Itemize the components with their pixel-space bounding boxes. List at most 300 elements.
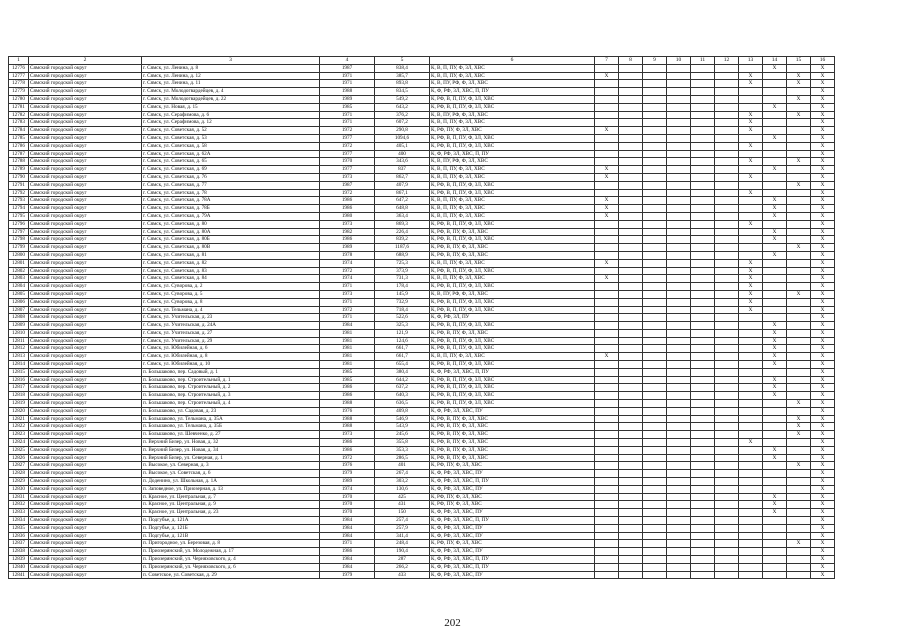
- district-cell: Сямский городской округ: [29, 197, 142, 205]
- works-cell: К, В, П, ПУ, Ф, 3Л, ХВС: [430, 119, 595, 127]
- area-cell: 636,5: [375, 400, 430, 408]
- mark-cell: [691, 563, 715, 571]
- mark-cell: [715, 150, 739, 158]
- mark-cell: [595, 415, 619, 423]
- table-row: [9, 173, 835, 181]
- mark-cell: [667, 103, 691, 111]
- mark-cell: [595, 322, 619, 330]
- year-cell: 1970: [320, 509, 375, 517]
- table-row: [9, 563, 835, 571]
- mark-cell: X: [787, 158, 811, 166]
- mark-cell: X: [811, 478, 835, 486]
- area-cell: 400: [375, 150, 430, 158]
- mark-cell: [787, 556, 811, 564]
- mark-cell: [739, 150, 763, 158]
- district-cell: Сямский городской округ: [29, 353, 142, 361]
- mark-cell: [595, 80, 619, 88]
- mark-cell: [595, 478, 619, 486]
- table-row: [9, 197, 835, 205]
- mark-cell: [619, 423, 643, 431]
- mark-cell: [715, 384, 739, 392]
- mark-cell: X: [787, 415, 811, 423]
- year-cell: 1986: [320, 197, 375, 205]
- district-cell: Сямский городской округ: [29, 298, 142, 306]
- mark-cell: [643, 493, 667, 501]
- mark-cell: X: [811, 119, 835, 127]
- year-cell: 1980: [320, 212, 375, 220]
- mark-cell: [739, 548, 763, 556]
- year-cell: 1981: [320, 337, 375, 345]
- mark-cell: [739, 337, 763, 345]
- mark-cell: [691, 251, 715, 259]
- mark-cell: [595, 454, 619, 462]
- address-cell: г. Сямск, ул. Советская, д. 58: [142, 142, 320, 150]
- table-row: [9, 376, 835, 384]
- mark-cell: [691, 290, 715, 298]
- area-cell: 1187,6: [375, 244, 430, 252]
- mark-cell: [715, 119, 739, 127]
- mark-cell: [715, 423, 739, 431]
- table-row: [9, 236, 835, 244]
- district-cell: Сямский городской округ: [29, 142, 142, 150]
- works-cell: К, В, П, ПУ, Ф, 3Л, ХВС: [430, 173, 595, 181]
- mark-cell: [691, 446, 715, 454]
- mark-cell: [787, 142, 811, 150]
- area-cell: 661,7: [375, 353, 430, 361]
- year-cell: 1976: [320, 407, 375, 415]
- district-cell: Сямский городской округ: [29, 493, 142, 501]
- year-cell: 1971: [320, 80, 375, 88]
- mark-cell: [667, 361, 691, 369]
- table-row: [9, 134, 835, 142]
- mark-cell: [619, 251, 643, 259]
- mark-cell: [691, 423, 715, 431]
- mark-cell: [715, 290, 739, 298]
- mark-cell: [667, 470, 691, 478]
- row-id: 12832: [9, 501, 29, 509]
- mark-cell: [619, 337, 643, 345]
- mark-cell: [667, 127, 691, 135]
- area-cell: 226,4: [375, 228, 430, 236]
- mark-cell: [691, 220, 715, 228]
- works-cell: К, В, П, ПУ, Ф, 3Л, ХВС: [430, 64, 595, 72]
- mark-cell: [715, 540, 739, 548]
- year-cell: 1971: [320, 72, 375, 80]
- year-cell: 1985: [320, 103, 375, 111]
- page-number: 202: [444, 617, 461, 629]
- mark-cell: [619, 314, 643, 322]
- works-cell: К, РФ, В, П, ПУ, Ф, 3Л, ХВС: [430, 267, 595, 275]
- mark-cell: [643, 72, 667, 80]
- mark-cell: [691, 111, 715, 119]
- mark-cell: X: [595, 212, 619, 220]
- mark-cell: [667, 181, 691, 189]
- address-cell: п. Красное, ул. Центральная, д. 23: [142, 509, 320, 517]
- mark-cell: [595, 314, 619, 322]
- mark-cell: [763, 72, 787, 80]
- district-cell: Сямский городской округ: [29, 548, 142, 556]
- mark-cell: [667, 407, 691, 415]
- year-cell: 1974: [320, 485, 375, 493]
- mark-cell: X: [739, 119, 763, 127]
- mark-cell: [595, 345, 619, 353]
- mark-cell: [787, 407, 811, 415]
- area-cell: 839,2: [375, 236, 430, 244]
- address-cell: п. Подгубье, д. 121Б: [142, 524, 320, 532]
- area-cell: 640,3: [375, 392, 430, 400]
- mark-cell: [691, 236, 715, 244]
- column-header: 6: [430, 57, 595, 65]
- mark-cell: [619, 283, 643, 291]
- table-row: [9, 524, 835, 532]
- works-cell: К, РФ, ПУ, Ф, 3Л, ХВС: [430, 501, 595, 509]
- address-cell: г. Сямск, ул. Молодогвардейцев, д. 22: [142, 95, 320, 103]
- mark-cell: [715, 173, 739, 181]
- area-cell: 1094,6: [375, 134, 430, 142]
- mark-cell: [787, 376, 811, 384]
- row-id: 12830: [9, 485, 29, 493]
- mark-cell: [667, 290, 691, 298]
- mark-cell: [643, 329, 667, 337]
- mark-cell: [739, 95, 763, 103]
- mark-cell: [739, 384, 763, 392]
- mark-cell: [715, 189, 739, 197]
- mark-cell: [667, 236, 691, 244]
- mark-cell: [691, 532, 715, 540]
- mark-cell: [763, 517, 787, 525]
- mark-cell: [715, 337, 739, 345]
- mark-cell: [667, 111, 691, 119]
- mark-cell: [763, 173, 787, 181]
- district-cell: Сямский городской округ: [29, 368, 142, 376]
- mark-cell: [595, 509, 619, 517]
- mark-cell: [787, 478, 811, 486]
- district-cell: Сямский городской округ: [29, 470, 142, 478]
- mark-cell: [619, 446, 643, 454]
- area-cell: 834,5: [375, 88, 430, 96]
- mark-cell: X: [739, 111, 763, 119]
- mark-cell: [619, 127, 643, 135]
- mark-cell: [667, 283, 691, 291]
- area-cell: 405,1: [375, 142, 430, 150]
- mark-cell: [667, 462, 691, 470]
- mark-cell: [643, 571, 667, 579]
- row-id: 12831: [9, 493, 29, 501]
- mark-cell: [739, 205, 763, 213]
- year-cell: 1972: [320, 306, 375, 314]
- mark-cell: X: [811, 134, 835, 142]
- mark-cell: [595, 283, 619, 291]
- mark-cell: [691, 142, 715, 150]
- mark-cell: [619, 540, 643, 548]
- mark-cell: [691, 127, 715, 135]
- table-row: [9, 485, 835, 493]
- mark-cell: [739, 103, 763, 111]
- mark-cell: X: [595, 72, 619, 80]
- mark-cell: [763, 111, 787, 119]
- mark-cell: [787, 368, 811, 376]
- mark-cell: [595, 462, 619, 470]
- mark-cell: X: [811, 329, 835, 337]
- mark-cell: [691, 415, 715, 423]
- mark-cell: [691, 283, 715, 291]
- mark-cell: [715, 493, 739, 501]
- mark-cell: [619, 493, 643, 501]
- mark-cell: [619, 517, 643, 525]
- mark-cell: [739, 556, 763, 564]
- mark-cell: [595, 251, 619, 259]
- mark-cell: [643, 423, 667, 431]
- works-cell: К, В, П, ПУ, Ф, 3Л, ХВС: [430, 72, 595, 80]
- table-row: [9, 212, 835, 220]
- area-cell: 893,8: [375, 80, 430, 88]
- mark-cell: [715, 485, 739, 493]
- column-header: 11: [691, 57, 715, 65]
- mark-cell: [643, 314, 667, 322]
- mark-cell: X: [739, 127, 763, 135]
- address-cell: г. Сямск, ул. Советская, д. 62А: [142, 150, 320, 158]
- column-header: 9: [643, 57, 667, 65]
- row-id: 12825: [9, 446, 29, 454]
- mark-cell: [691, 337, 715, 345]
- mark-cell: X: [595, 173, 619, 181]
- mark-cell: [595, 532, 619, 540]
- mark-cell: [619, 197, 643, 205]
- mark-cell: [619, 407, 643, 415]
- column-header: 1: [9, 57, 29, 65]
- works-cell: К, В, П, ПУ, Ф, 3Л, ХВС: [430, 205, 595, 213]
- mark-cell: [619, 431, 643, 439]
- works-cell: К, РФ, В, П, ПУ, Ф, 3Л, ХВС: [430, 384, 595, 392]
- mark-cell: [763, 407, 787, 415]
- table-row: [9, 158, 835, 166]
- row-id: 12810: [9, 329, 29, 337]
- mark-cell: [619, 556, 643, 564]
- mark-cell: X: [811, 501, 835, 509]
- table-row: [9, 345, 835, 353]
- area-cell: 190,4: [375, 548, 430, 556]
- area-cell: 385,7: [375, 72, 430, 80]
- year-cell: 1987: [320, 181, 375, 189]
- mark-cell: [739, 563, 763, 571]
- mark-cell: X: [811, 509, 835, 517]
- mark-cell: [667, 376, 691, 384]
- mark-cell: [595, 337, 619, 345]
- mark-cell: X: [787, 290, 811, 298]
- mark-cell: X: [763, 509, 787, 517]
- mark-cell: [595, 95, 619, 103]
- area-cell: 130,6: [375, 485, 430, 493]
- mark-cell: [643, 166, 667, 174]
- row-id: 12836: [9, 532, 29, 540]
- mark-cell: [691, 493, 715, 501]
- address-cell: г. Сямск, ул. Советская, д. 80В: [142, 244, 320, 252]
- mark-cell: [595, 236, 619, 244]
- mark-cell: [619, 64, 643, 72]
- mark-cell: [619, 392, 643, 400]
- address-cell: п. Высокое, ул. Советская, д. 6: [142, 470, 320, 478]
- mark-cell: X: [787, 431, 811, 439]
- mark-cell: [787, 353, 811, 361]
- mark-cell: [667, 205, 691, 213]
- mark-cell: [715, 439, 739, 447]
- mark-cell: X: [811, 556, 835, 564]
- mark-cell: [691, 88, 715, 96]
- table-row: [9, 150, 835, 158]
- works-cell: К, РФ, ПУ, Ф, 3Л, ХВС: [430, 493, 595, 501]
- mark-cell: [691, 376, 715, 384]
- works-cell: К, РФ, В, ПУ, Ф, 3Л, ХВС: [430, 431, 595, 439]
- mark-cell: [787, 563, 811, 571]
- address-cell: г. Сямск, ул. Учительская, д. 23: [142, 314, 320, 322]
- district-cell: Сямский городской округ: [29, 384, 142, 392]
- row-id: 12817: [9, 384, 29, 392]
- mark-cell: [739, 244, 763, 252]
- district-cell: Сямский городской округ: [29, 454, 142, 462]
- mark-cell: [619, 439, 643, 447]
- mark-cell: [643, 189, 667, 197]
- mark-cell: [643, 501, 667, 509]
- year-cell: 1987: [320, 64, 375, 72]
- mark-cell: [691, 228, 715, 236]
- mark-cell: [691, 407, 715, 415]
- mark-cell: [691, 353, 715, 361]
- year-cell: 1981: [320, 329, 375, 337]
- district-cell: Сямский городской округ: [29, 290, 142, 298]
- works-cell: К, Ф, РФ, 3Л, ХВС, ПУ: [430, 571, 595, 579]
- mark-cell: [667, 322, 691, 330]
- mark-cell: [619, 142, 643, 150]
- row-id: 12833: [9, 509, 29, 517]
- district-cell: Сямский городской округ: [29, 400, 142, 408]
- mark-cell: [619, 259, 643, 267]
- mark-cell: [691, 462, 715, 470]
- district-cell: Сямский городской округ: [29, 337, 142, 345]
- row-id: 12809: [9, 322, 29, 330]
- area-cell: 655,4: [375, 361, 430, 369]
- mark-cell: [595, 368, 619, 376]
- mark-cell: [643, 485, 667, 493]
- address-cell: г. Сямск, ул. Советская, д. 80: [142, 220, 320, 228]
- mark-cell: [619, 524, 643, 532]
- mark-cell: [595, 119, 619, 127]
- mark-cell: X: [763, 197, 787, 205]
- works-cell: К, РФ, В, П, ПУ, Ф, 3Л, ХВС: [430, 400, 595, 408]
- year-cell: 1971: [320, 298, 375, 306]
- mark-cell: [739, 400, 763, 408]
- mark-cell: X: [739, 290, 763, 298]
- address-cell: г. Сямск, ул. Новая, д. 15: [142, 103, 320, 111]
- works-cell: К, Ф, РФ, 3Л, ХВС, П, ПУ: [430, 150, 595, 158]
- mark-cell: X: [763, 353, 787, 361]
- row-id: 12796: [9, 220, 29, 228]
- mark-cell: [643, 368, 667, 376]
- row-id: 12786: [9, 142, 29, 150]
- year-cell: 1988: [320, 415, 375, 423]
- mark-cell: X: [811, 532, 835, 540]
- mark-cell: X: [811, 181, 835, 189]
- mark-cell: [643, 431, 667, 439]
- mark-cell: [739, 197, 763, 205]
- mark-cell: [763, 524, 787, 532]
- mark-cell: [739, 431, 763, 439]
- row-id: 12781: [9, 103, 29, 111]
- mark-cell: [667, 275, 691, 283]
- district-cell: Сямский городской округ: [29, 407, 142, 415]
- mark-cell: X: [739, 267, 763, 275]
- mark-cell: [715, 353, 739, 361]
- mark-cell: X: [763, 64, 787, 72]
- mark-cell: [691, 103, 715, 111]
- year-cell: 1974: [320, 275, 375, 283]
- address-cell: г. Сямск, ул. Советская, д. 80Б: [142, 236, 320, 244]
- mark-cell: [739, 361, 763, 369]
- column-header: 15: [787, 57, 811, 65]
- mark-cell: [763, 150, 787, 158]
- mark-cell: X: [811, 563, 835, 571]
- row-id: 12800: [9, 251, 29, 259]
- district-cell: Сямский городской округ: [29, 345, 142, 353]
- row-id: 12827: [9, 462, 29, 470]
- mark-cell: X: [811, 220, 835, 228]
- mark-cell: [667, 493, 691, 501]
- row-id: 12779: [9, 88, 29, 96]
- mark-cell: [643, 283, 667, 291]
- mark-cell: [643, 142, 667, 150]
- district-cell: Сямский городской округ: [29, 423, 142, 431]
- year-cell: 1984: [320, 563, 375, 571]
- mark-cell: [595, 298, 619, 306]
- mark-cell: [763, 563, 787, 571]
- table-row: [9, 548, 835, 556]
- mark-cell: [787, 127, 811, 135]
- mark-cell: [787, 361, 811, 369]
- area-cell: 286,5: [375, 454, 430, 462]
- mark-cell: [595, 384, 619, 392]
- year-cell: 1986: [320, 205, 375, 213]
- mark-cell: [619, 376, 643, 384]
- table-row: [9, 95, 835, 103]
- mark-cell: X: [739, 158, 763, 166]
- district-cell: Сямский городской округ: [29, 376, 142, 384]
- mark-cell: [595, 540, 619, 548]
- mark-cell: [595, 439, 619, 447]
- works-cell: К, В, П, ПУ, Ф, 3Л, ХВС: [430, 275, 595, 283]
- mark-cell: [643, 478, 667, 486]
- mark-cell: X: [763, 392, 787, 400]
- mark-cell: [715, 228, 739, 236]
- district-cell: Сямский городской округ: [29, 205, 142, 213]
- mark-cell: X: [739, 72, 763, 80]
- district-cell: Сямский городской округ: [29, 415, 142, 423]
- mark-cell: [643, 524, 667, 532]
- mark-cell: [643, 251, 667, 259]
- mark-cell: [739, 517, 763, 525]
- mark-cell: [691, 72, 715, 80]
- row-id: 12838: [9, 548, 29, 556]
- mark-cell: X: [763, 134, 787, 142]
- mark-cell: [739, 368, 763, 376]
- address-cell: п. Большаково, ул. Тельмана, д. 35Б: [142, 423, 320, 431]
- mark-cell: [667, 353, 691, 361]
- year-cell: 1973: [320, 431, 375, 439]
- table-row: [9, 259, 835, 267]
- column-header: 10: [667, 57, 691, 65]
- mark-cell: [619, 95, 643, 103]
- area-cell: 245,6: [375, 431, 430, 439]
- row-id: 12782: [9, 111, 29, 119]
- address-cell: п. Большаково, пер. Строительный, д. 3: [142, 392, 320, 400]
